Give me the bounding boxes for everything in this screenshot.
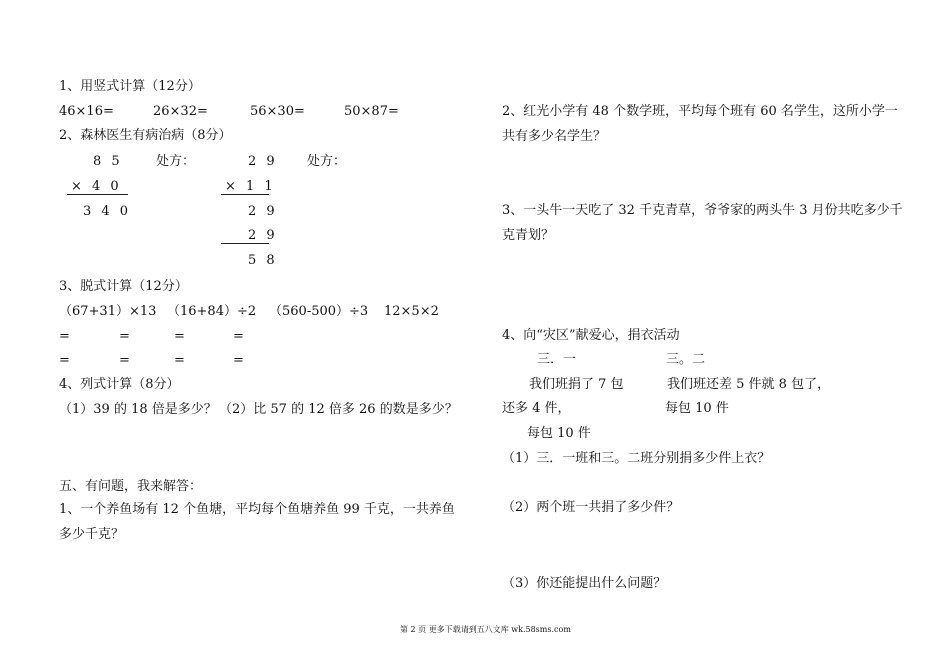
q3-eq-2-4: = [233,353,244,368]
p4-class1-line1: 我们班捐了 7 包 [529,377,624,392]
calc-b-multiplier: × 1 1 [225,179,276,194]
p4-class1-line3: 每包 10 件 [527,426,591,441]
p2-line1: 2、红光小学有 48 个数学班，平均每个班有 60 名学生，这所小学一 [502,104,898,119]
calc-a-result: 3 4 0 [83,204,132,219]
q1-item-1: 46×16= [59,104,114,119]
calc-b-label: 处方： [307,154,347,169]
q3-eq-1-1: = [59,329,70,344]
q3-eq-2-1: = [59,353,70,368]
p4-question-3: （3）你还能提出什么问题？ [502,576,667,591]
q4-title: 4、列式计算（8分） [59,377,180,392]
q4-item-2: （2）比 57 的 12 倍多 26 的数是多少？ [219,402,458,417]
q1-title: 1、用竖式计算（12分） [59,79,201,94]
p4-class-1: 三．一 [537,352,577,367]
q2-title: 2、森林医生有病治病（8分） [59,128,232,143]
p2-line2: 共有多少名学生？ [502,129,607,144]
calc-b-line-2 [221,243,269,244]
p4-title: 4、向“灾区”献爱心，捐衣活动 [502,328,680,343]
q3-eq-1-3: = [174,329,185,344]
q3-eq-2-2: = [119,353,130,368]
p3-line1: 3、一头牛一天吃了 32 千克青草，爷爷家的两头牛 3 月份共吃多少千 [502,203,903,218]
q3-title: 3、脱式计算（12分） [59,279,188,294]
calc-b-line-1 [221,194,269,195]
p4-class1-line2: 还多 4 件， [502,401,571,416]
q3-item-2: （16+84）÷2 [167,304,257,319]
calc-b-top: 2 9 [248,154,278,169]
calc-b-row-1: 2 9 [248,204,278,219]
q5-p1-line2: 多少千克？ [59,527,125,542]
calc-a-line [67,194,128,195]
calc-a-top: 8 5 [93,154,123,169]
q3-item-4: 12×5×2 [384,304,439,319]
p4-class2-line2: 每包 10 件 [665,401,729,416]
page-footer: 第 2 页 更多下载请到五八文库 wk.58sms.com [400,625,571,634]
q3-eq-1-4: = [233,329,244,344]
p3-line2: 克青划？ [502,228,555,243]
p4-class2-line1: 我们班还差 5 件就 8 包了， [667,377,831,392]
q5-title: 五、有问题，我来解答： [59,479,203,494]
calc-a-label: 处方： [156,154,196,169]
q3-item-1: （67+31）×13 [59,304,157,319]
q4-item-1: （1）39 的 18 倍是多少？ [59,402,217,417]
q1-item-3: 56×30= [250,104,305,119]
p4-class-2: 三。二 [666,352,706,367]
q1-item-2: 26×32= [153,104,208,119]
q3-eq-1-2: = [119,329,130,344]
p4-question-1: （1）三．一班和三。二班分别捐多少件上衣？ [502,451,771,466]
q3-item-3: （560-500）÷3 [269,304,369,319]
calc-b-row-2: 2 9 [248,228,278,243]
q1-item-4: 50×87= [344,104,399,119]
calc-b-result: 5 8 [248,253,278,268]
q5-p1-line1: 1、一个养鱼场有 12 个鱼塘，平均每个鱼塘养鱼 99 千克，一共养鱼 [59,502,455,517]
q3-eq-2-3: = [174,353,185,368]
calc-a-multiplier: × 4 0 [71,179,122,194]
p4-question-2: （2）两个班一共捐了多少件？ [502,500,680,515]
